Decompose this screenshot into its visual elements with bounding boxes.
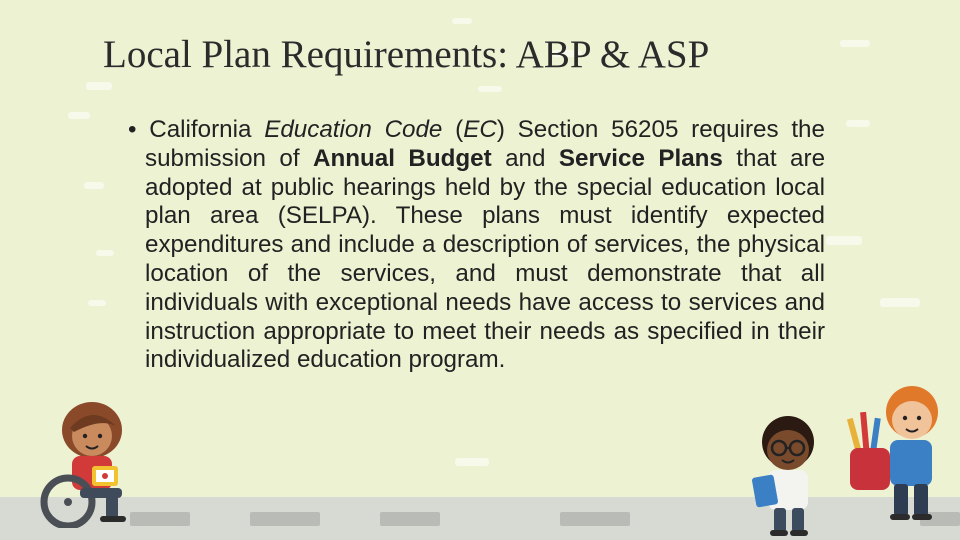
girl-in-wheelchair-illustration (30, 398, 140, 528)
bullet-text-1: California (149, 116, 265, 143)
chalk-smudge (478, 86, 502, 92)
ground-stripe (560, 512, 630, 526)
chalk-smudge (455, 458, 489, 466)
bullet-text-3: ( (442, 116, 464, 143)
bullet-text-bold-2: Service Plans (558, 144, 723, 172)
bullet-text-9: that are adopted at public hearings held by the special education local plan area (SELPA). These plans must identify expected expenditures and include a description of services, the physical location of the services, and must demonstrate that all individuals with exceptional needs have access to services and instruction appropriate to meet their needs as specified in their individualized education program. (145, 144, 826, 374)
ground-stripe (380, 512, 440, 526)
chalk-smudge (846, 120, 870, 127)
ground-stripe (250, 512, 320, 526)
slide-title: Local Plan Requirements: ABP & ASP (103, 33, 710, 76)
chalk-smudge (96, 250, 114, 256)
bullet-text-5: ) Section 56205 requires the submission of (145, 116, 825, 172)
chalk-smudge (452, 18, 472, 24)
bullet-marker: • (128, 116, 137, 143)
bullet-text-7: and (491, 144, 559, 172)
bullet-text-italic-1: Education Code (264, 116, 443, 143)
boy-with-glasses-illustration (740, 412, 840, 538)
bullet-paragraph (128, 116, 825, 375)
slide-body (128, 116, 825, 375)
chalk-smudge (826, 236, 862, 245)
chalk-smudge (88, 300, 106, 306)
bullet-text-italic-2: EC (463, 116, 497, 143)
bullet-text-bold-1: Annual Budget (312, 144, 492, 172)
chalk-smudge (84, 182, 104, 189)
chalk-smudge (68, 112, 90, 119)
boy-with-backpack-illustration (842, 378, 952, 528)
chalk-smudge (880, 298, 920, 307)
chalk-smudge (86, 82, 112, 90)
